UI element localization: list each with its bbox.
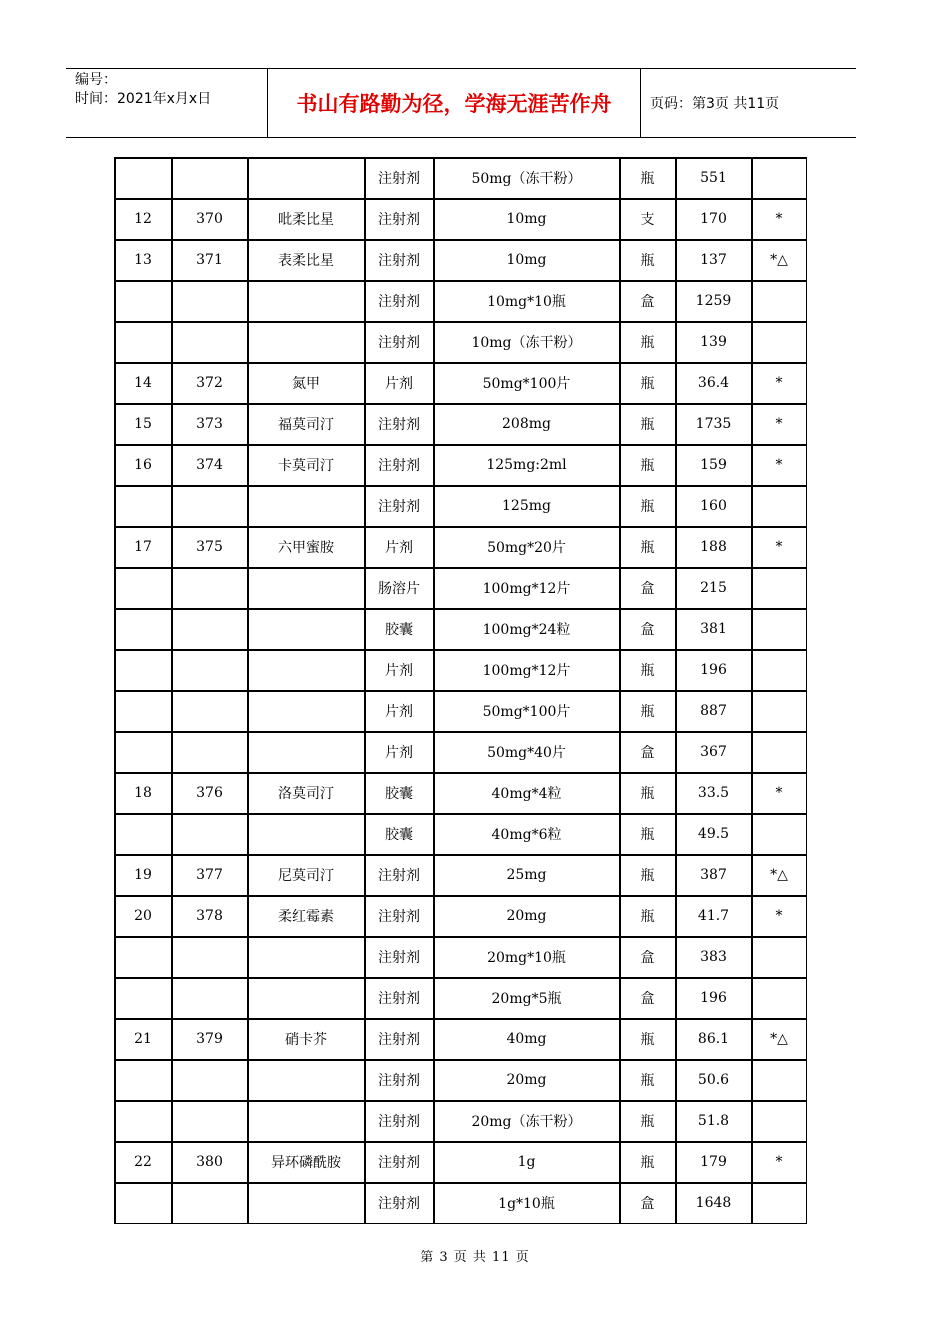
drug-name-cell: 洛莫司汀 xyxy=(248,773,365,814)
table-row xyxy=(115,363,807,404)
code-cell xyxy=(172,486,248,527)
spec-cell: 20mg*10瓶 xyxy=(434,937,620,978)
dosage-form-cell: 注射剂 xyxy=(365,445,434,486)
price-cell: 383 xyxy=(676,937,752,978)
price-cell: 1735 xyxy=(676,404,752,445)
drug-name-cell xyxy=(248,691,365,732)
remark-cell: * xyxy=(752,773,807,814)
drug-name-cell: 尼莫司汀 xyxy=(248,855,365,896)
seq-cell: 18 xyxy=(115,773,172,814)
code-cell xyxy=(172,978,248,1019)
code-cell: 375 xyxy=(172,527,248,568)
spec-cell: 208mg xyxy=(434,404,620,445)
dosage-form-cell: 注射剂 xyxy=(365,1019,434,1060)
price-cell: 41.7 xyxy=(676,896,752,937)
unit-cell: 盒 xyxy=(620,978,676,1019)
seq-cell xyxy=(115,486,172,527)
code-cell: 372 xyxy=(172,363,248,404)
price-cell: 137 xyxy=(676,240,752,281)
seq-cell xyxy=(115,1060,172,1101)
remark-cell xyxy=(752,1183,807,1224)
spec-cell: 1g xyxy=(434,1142,620,1183)
seq-cell xyxy=(115,978,172,1019)
remark-cell xyxy=(752,158,807,199)
seq-cell: 16 xyxy=(115,445,172,486)
drug-name-cell xyxy=(248,322,365,363)
code-cell xyxy=(172,1101,248,1142)
page-footer: 第 3 页 共 11 页 xyxy=(420,1250,530,1265)
price-cell: 887 xyxy=(676,691,752,732)
table-row xyxy=(115,568,807,609)
table-row xyxy=(115,527,807,568)
drug-name-cell xyxy=(248,732,365,773)
seq-cell xyxy=(115,158,172,199)
dosage-form-cell: 注射剂 xyxy=(365,199,434,240)
code-cell xyxy=(172,650,248,691)
dosage-form-cell: 注射剂 xyxy=(365,1060,434,1101)
unit-cell: 瓶 xyxy=(620,404,676,445)
price-cell: 1648 xyxy=(676,1183,752,1224)
table-row xyxy=(115,404,807,445)
seq-cell: 21 xyxy=(115,1019,172,1060)
code-cell xyxy=(172,937,248,978)
code-cell: 377 xyxy=(172,855,248,896)
unit-cell: 盒 xyxy=(620,568,676,609)
drug-name-cell xyxy=(248,158,365,199)
price-cell: 51.8 xyxy=(676,1101,752,1142)
code-cell xyxy=(172,691,248,732)
dosage-form-cell: 片剂 xyxy=(365,527,434,568)
price-cell: 170 xyxy=(676,199,752,240)
code-cell: 378 xyxy=(172,896,248,937)
table-row xyxy=(115,199,807,240)
seq-cell xyxy=(115,322,172,363)
unit-cell: 盒 xyxy=(620,732,676,773)
code-cell xyxy=(172,568,248,609)
spec-cell: 10mg（冻干粉） xyxy=(434,322,620,363)
unit-cell: 瓶 xyxy=(620,527,676,568)
drug-name-cell xyxy=(248,1060,365,1101)
unit-cell: 瓶 xyxy=(620,363,676,404)
table-row xyxy=(115,322,807,363)
spec-cell: 100mg*24粒 xyxy=(434,609,620,650)
seq-cell xyxy=(115,568,172,609)
code-cell: 379 xyxy=(172,1019,248,1060)
spec-cell: 50mg*100片 xyxy=(434,363,620,404)
seq-cell: 22 xyxy=(115,1142,172,1183)
unit-cell: 瓶 xyxy=(620,1142,676,1183)
dosage-form-cell: 注射剂 xyxy=(365,855,434,896)
dosage-form-cell: 片剂 xyxy=(365,691,434,732)
spec-cell: 100mg*12片 xyxy=(434,650,620,691)
unit-cell: 瓶 xyxy=(620,1101,676,1142)
drug-name-cell: 吡柔比星 xyxy=(248,199,365,240)
spec-cell: 40mg*6粒 xyxy=(434,814,620,855)
unit-cell: 盒 xyxy=(620,937,676,978)
spec-cell: 10mg xyxy=(434,199,620,240)
unit-cell: 瓶 xyxy=(620,691,676,732)
spec-cell: 20mg xyxy=(434,896,620,937)
drug-name-cell xyxy=(248,486,365,527)
remark-cell: * xyxy=(752,445,807,486)
drug-table xyxy=(114,157,807,1224)
table-row xyxy=(115,855,807,896)
spec-cell: 40mg xyxy=(434,1019,620,1060)
drug-name-cell: 福莫司汀 xyxy=(248,404,365,445)
dosage-form-cell: 注射剂 xyxy=(365,158,434,199)
remark-cell xyxy=(752,486,807,527)
unit-cell: 盒 xyxy=(620,1183,676,1224)
drug-name-cell: 异环磷酰胺 xyxy=(248,1142,365,1183)
unit-cell: 瓶 xyxy=(620,322,676,363)
table-row xyxy=(115,158,807,199)
page-header xyxy=(66,68,856,138)
spec-cell: 20mg（冻干粉） xyxy=(434,1101,620,1142)
unit-cell: 瓶 xyxy=(620,1060,676,1101)
table-row xyxy=(115,1060,807,1101)
unit-cell: 瓶 xyxy=(620,896,676,937)
spec-cell: 10mg*10瓶 xyxy=(434,281,620,322)
drug-name-cell xyxy=(248,937,365,978)
dosage-form-cell: 胶囊 xyxy=(365,609,434,650)
price-cell: 381 xyxy=(676,609,752,650)
seq-cell: 13 xyxy=(115,240,172,281)
table-row xyxy=(115,445,807,486)
remark-cell: * xyxy=(752,404,807,445)
code-cell xyxy=(172,732,248,773)
code-cell xyxy=(172,1183,248,1224)
drug-table-body xyxy=(115,158,807,1224)
unit-cell: 瓶 xyxy=(620,486,676,527)
seq-cell xyxy=(115,609,172,650)
header-meta xyxy=(75,71,265,109)
price-cell: 36.4 xyxy=(676,363,752,404)
remark-cell xyxy=(752,1060,807,1101)
code-cell: 376 xyxy=(172,773,248,814)
unit-cell: 瓶 xyxy=(620,814,676,855)
code-cell xyxy=(172,1060,248,1101)
drug-name-cell xyxy=(248,1101,365,1142)
seq-cell xyxy=(115,1183,172,1224)
dosage-form-cell: 注射剂 xyxy=(365,486,434,527)
table-row xyxy=(115,896,807,937)
drug-name-cell xyxy=(248,650,365,691)
code-cell: 373 xyxy=(172,404,248,445)
remark-cell xyxy=(752,814,807,855)
spec-cell: 125mg xyxy=(434,486,620,527)
drug-name-cell: 卡莫司汀 xyxy=(248,445,365,486)
unit-cell: 瓶 xyxy=(620,855,676,896)
spec-cell: 40mg*4粒 xyxy=(434,773,620,814)
code-cell xyxy=(172,814,248,855)
table-row xyxy=(115,650,807,691)
table-row xyxy=(115,814,807,855)
price-cell: 367 xyxy=(676,732,752,773)
table-row xyxy=(115,773,807,814)
drug-name-cell xyxy=(248,609,365,650)
spec-cell: 1g*10瓶 xyxy=(434,1183,620,1224)
drug-name-cell xyxy=(248,978,365,1019)
table-row xyxy=(115,691,807,732)
drug-name-cell xyxy=(248,814,365,855)
drug-name-cell xyxy=(248,281,365,322)
dosage-form-cell: 片剂 xyxy=(365,732,434,773)
seq-cell: 15 xyxy=(115,404,172,445)
dosage-form-cell: 注射剂 xyxy=(365,896,434,937)
seq-cell: 20 xyxy=(115,896,172,937)
seq-cell: 12 xyxy=(115,199,172,240)
seq-cell xyxy=(115,937,172,978)
header-motto: 书山有路勤为径，学海无涯苦作舟 xyxy=(296,91,612,116)
price-cell: 387 xyxy=(676,855,752,896)
dosage-form-cell: 肠溶片 xyxy=(365,568,434,609)
spec-cell: 20mg xyxy=(434,1060,620,1101)
code-cell: 370 xyxy=(172,199,248,240)
remark-cell xyxy=(752,732,807,773)
drug-name-cell xyxy=(248,568,365,609)
time-label: 时间：2021年x月x日 xyxy=(75,91,212,107)
unit-cell: 瓶 xyxy=(620,240,676,281)
price-cell: 215 xyxy=(676,568,752,609)
price-cell: 50.6 xyxy=(676,1060,752,1101)
seq-cell: 14 xyxy=(115,363,172,404)
table-row xyxy=(115,1183,807,1224)
remark-cell: *△ xyxy=(752,240,807,281)
price-cell: 196 xyxy=(676,650,752,691)
price-cell: 179 xyxy=(676,1142,752,1183)
code-cell xyxy=(172,158,248,199)
table-row xyxy=(115,281,807,322)
code-label: 编号： xyxy=(75,72,117,88)
header-divider-right xyxy=(640,69,641,137)
seq-cell xyxy=(115,281,172,322)
unit-cell: 瓶 xyxy=(620,445,676,486)
price-cell: 159 xyxy=(676,445,752,486)
seq-cell xyxy=(115,732,172,773)
drug-name-cell: 六甲蜜胺 xyxy=(248,527,365,568)
unit-cell: 支 xyxy=(620,199,676,240)
code-cell xyxy=(172,281,248,322)
code-cell xyxy=(172,609,248,650)
table-row xyxy=(115,978,807,1019)
remark-cell: *△ xyxy=(752,1019,807,1060)
drug-name-cell: 硝卡芥 xyxy=(248,1019,365,1060)
table-row xyxy=(115,486,807,527)
remark-cell xyxy=(752,978,807,1019)
unit-cell: 瓶 xyxy=(620,158,676,199)
header-page-number: 页码：第3页 共11页 xyxy=(650,96,780,112)
price-cell: 86.1 xyxy=(676,1019,752,1060)
dosage-form-cell: 注射剂 xyxy=(365,404,434,445)
dosage-form-cell: 注射剂 xyxy=(365,978,434,1019)
code-cell: 371 xyxy=(172,240,248,281)
seq-cell: 19 xyxy=(115,855,172,896)
drug-name-cell xyxy=(248,1183,365,1224)
dosage-form-cell: 胶囊 xyxy=(365,773,434,814)
dosage-form-cell: 注射剂 xyxy=(365,937,434,978)
price-cell: 551 xyxy=(676,158,752,199)
spec-cell: 50mg*100片 xyxy=(434,691,620,732)
price-cell: 49.5 xyxy=(676,814,752,855)
remark-cell: * xyxy=(752,199,807,240)
remark-cell: * xyxy=(752,896,807,937)
drug-name-cell: 表柔比星 xyxy=(248,240,365,281)
remark-cell: * xyxy=(752,527,807,568)
spec-cell: 20mg*5瓶 xyxy=(434,978,620,1019)
price-cell: 160 xyxy=(676,486,752,527)
drug-name-cell: 氮甲 xyxy=(248,363,365,404)
dosage-form-cell: 片剂 xyxy=(365,650,434,691)
remark-cell xyxy=(752,937,807,978)
remark-cell xyxy=(752,691,807,732)
remark-cell xyxy=(752,1101,807,1142)
code-cell: 374 xyxy=(172,445,248,486)
remark-cell xyxy=(752,650,807,691)
seq-cell xyxy=(115,691,172,732)
seq-cell: 17 xyxy=(115,527,172,568)
code-cell xyxy=(172,322,248,363)
dosage-form-cell: 注射剂 xyxy=(365,240,434,281)
unit-cell: 瓶 xyxy=(620,1019,676,1060)
remark-cell: *△ xyxy=(752,855,807,896)
remark-cell xyxy=(752,281,807,322)
price-cell: 1259 xyxy=(676,281,752,322)
spec-cell: 50mg（冻干粉） xyxy=(434,158,620,199)
price-cell: 33.5 xyxy=(676,773,752,814)
table-row xyxy=(115,732,807,773)
table-row xyxy=(115,1101,807,1142)
price-cell: 139 xyxy=(676,322,752,363)
spec-cell: 125mg:2ml xyxy=(434,445,620,486)
remark-cell xyxy=(752,568,807,609)
drug-name-cell: 柔红霉素 xyxy=(248,896,365,937)
seq-cell xyxy=(115,1101,172,1142)
table-row xyxy=(115,1142,807,1183)
code-cell: 380 xyxy=(172,1142,248,1183)
dosage-form-cell: 注射剂 xyxy=(365,281,434,322)
remark-cell: * xyxy=(752,363,807,404)
unit-cell: 盒 xyxy=(620,281,676,322)
spec-cell: 25mg xyxy=(434,855,620,896)
remark-cell xyxy=(752,609,807,650)
price-cell: 196 xyxy=(676,978,752,1019)
spec-cell: 100mg*12片 xyxy=(434,568,620,609)
table-row xyxy=(115,240,807,281)
price-cell: 188 xyxy=(676,527,752,568)
unit-cell: 瓶 xyxy=(620,650,676,691)
seq-cell xyxy=(115,814,172,855)
seq-cell xyxy=(115,650,172,691)
remark-cell xyxy=(752,322,807,363)
table-row xyxy=(115,937,807,978)
dosage-form-cell: 注射剂 xyxy=(365,322,434,363)
dosage-form-cell: 注射剂 xyxy=(365,1142,434,1183)
dosage-form-cell: 注射剂 xyxy=(365,1183,434,1224)
dosage-form-cell: 胶囊 xyxy=(365,814,434,855)
spec-cell: 10mg xyxy=(434,240,620,281)
remark-cell: * xyxy=(752,1142,807,1183)
spec-cell: 50mg*20片 xyxy=(434,527,620,568)
unit-cell: 盒 xyxy=(620,609,676,650)
dosage-form-cell: 片剂 xyxy=(365,363,434,404)
table-row xyxy=(115,1019,807,1060)
spec-cell: 50mg*40片 xyxy=(434,732,620,773)
table-row xyxy=(115,609,807,650)
dosage-form-cell: 注射剂 xyxy=(365,1101,434,1142)
unit-cell: 瓶 xyxy=(620,773,676,814)
